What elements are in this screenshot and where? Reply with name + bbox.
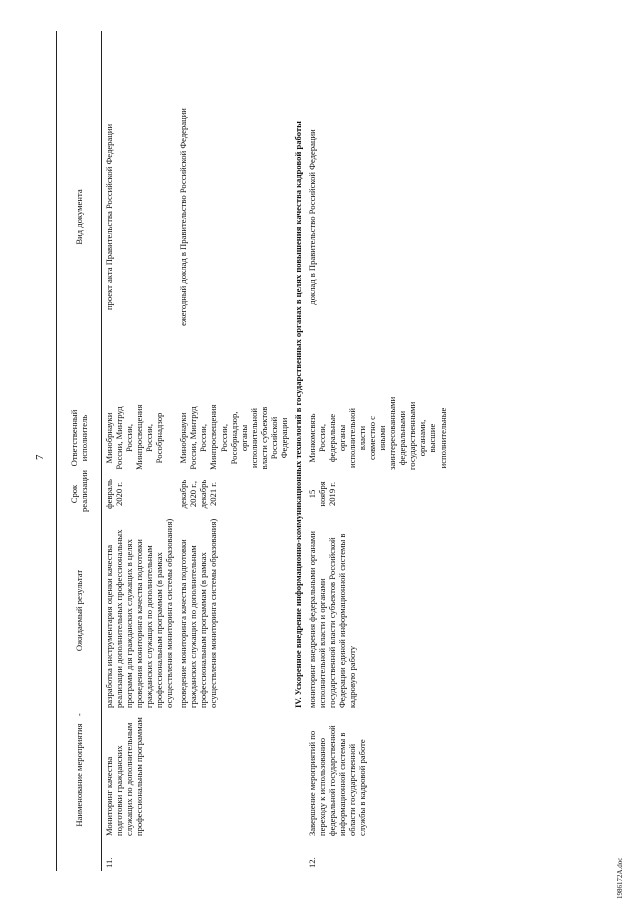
row-doc-type: проект акта Правительства Российской Федерации <box>104 123 114 311</box>
section-title: IV. Ускоренное внедрение информационно-коммуникационных технологий в государственных органах в целях повышения качества кадровой работы <box>292 121 303 708</box>
row-responsible: Минобрнауки России, Минтруд России, Минпросвещения России, Рособрнадзор <box>104 404 165 470</box>
header-name: Наименование мероприятия <box>57 711 102 839</box>
row-number: 12. <box>306 857 317 868</box>
table-header-row <box>57 31 102 871</box>
action-plan-table <box>56 31 450 871</box>
header-term: Срок реализации <box>57 473 102 515</box>
header-dash: - <box>73 713 84 717</box>
row-result: мониторинг внедрения федеральными органами исполнительной власти и органами государственной власти субъектов Российской Федерации единой информационной системы в кадровую работу <box>306 531 358 708</box>
page-number: 7 <box>34 454 46 460</box>
header-number <box>57 839 102 871</box>
row-doc-type: ежегодный доклад в Правительство Российской Федерации <box>178 108 189 326</box>
row-term: 15 ноября 2019 г. <box>306 481 337 507</box>
header-result <box>57 515 102 717</box>
row-responsible: Минкомсвязь России, федеральные органы исполнительной власти совместно с иными заинтересованными федеральными государственными органами, высшие исполнительные <box>306 396 448 470</box>
row-term: февраль 2020 г. <box>104 479 125 509</box>
footer-document-code: 1986172A.doc <box>616 857 624 899</box>
header-responsible: Ответственный исполнитель <box>57 403 102 473</box>
row-term: декабрь 2020 г., декабрь 2021 г. <box>178 479 219 509</box>
row-result: проведение мониторинга качества подготовки гражданских служащих по дополнительным профессиональным программам (в рамках осуществления мониторинга системы образования) <box>178 518 219 708</box>
header-result-label: Ожидаемый результат <box>73 569 84 652</box>
row-name <box>176 711 291 839</box>
table-row <box>176 31 291 871</box>
row-doc-type: доклад в Правительство Российской Федерации <box>306 129 317 305</box>
row-result: разработка инструментария оценки качества реализации дополнительных профессиональных программ для гражданских служащих в целях проведения мониторинга качества подготовки гражданских служащих по дополнительным профессиональным программам (в рамках осуществления мониторинга системы образования) <box>104 518 175 708</box>
row-number <box>176 839 291 871</box>
table-row <box>305 31 450 871</box>
row-name: Завершение мероприятий по переходу к использованию федеральной государственной информационной системы в области государственной службы в кадровой работе <box>306 725 368 836</box>
header-doc-type: Вид документа <box>57 31 102 403</box>
table-row <box>102 31 177 871</box>
row-responsible: Минобрнауки России, Минтруд России, Минпросвещения России, Рособрнадзор, органы исполнительной власти субъектов Российской Федерации <box>178 404 289 470</box>
row-number: 11. <box>104 857 114 868</box>
row-name: Мониторинг качества подготовки гражданских служащих по дополнительным профессиональным программам <box>104 717 145 836</box>
section-row <box>291 31 305 871</box>
